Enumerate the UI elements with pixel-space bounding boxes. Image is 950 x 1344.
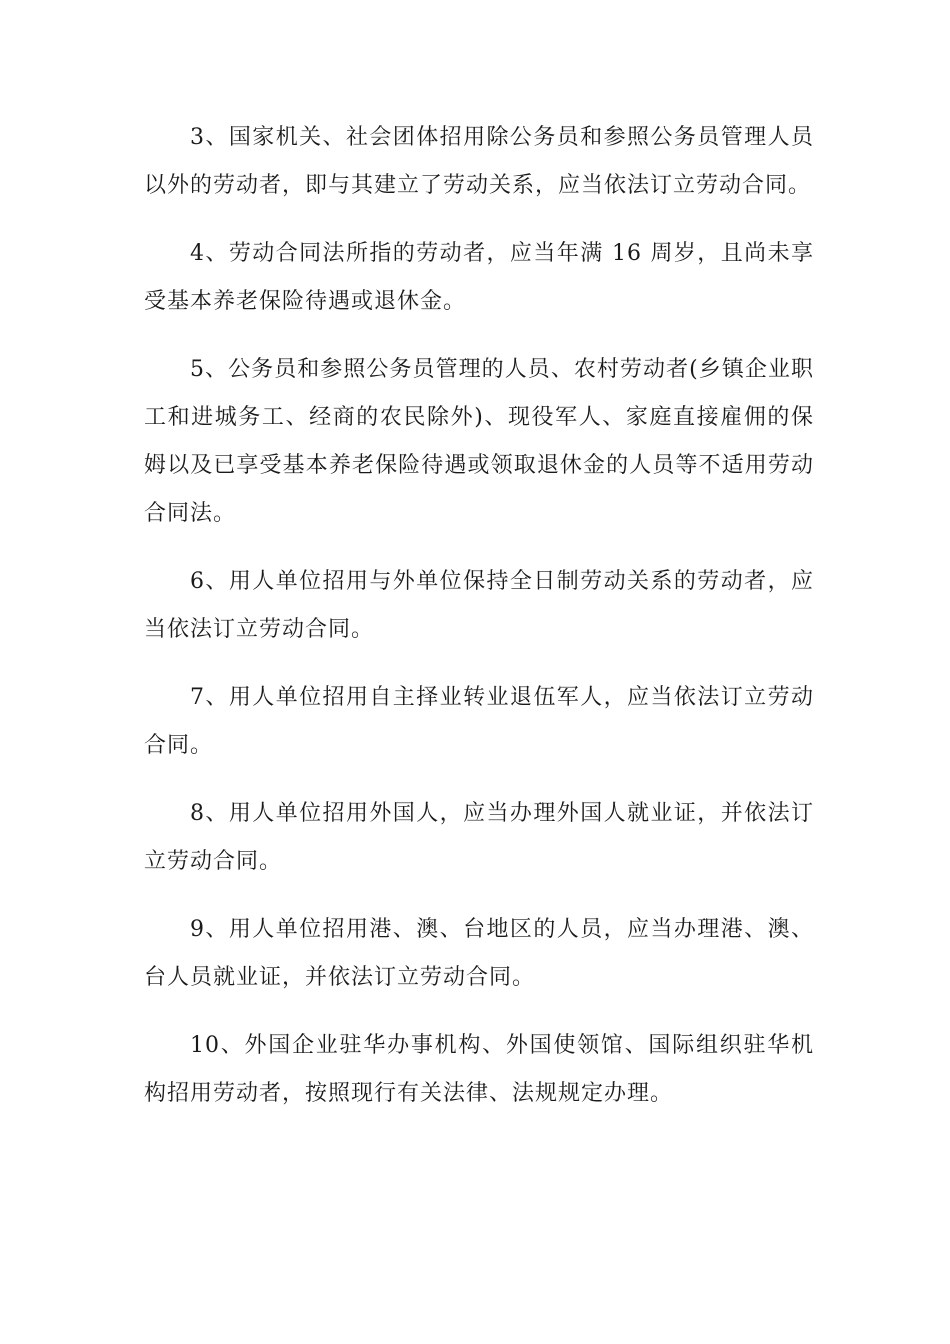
paragraph-item-4: 4、劳动合同法所指的劳动者，应当年满 16 周岁，且尚未享受基本养老保险待遇或退休金。 <box>144 241 814 314</box>
paragraph-item-8: 8、用人单位招用外国人，应当办理外国人就业证，并依法订立劳动合同。 <box>144 801 814 874</box>
paragraph-item-10: 10、外国企业驻华办事机构、外国使领馆、国际组织驻华机构招用劳动者，按照现行有关法律、法规规定办理。 <box>144 1033 814 1106</box>
paragraph-item-5: 5、公务员和参照公务员管理的人员、农村劳动者(乡镇企业职工和进城务工、经商的农民除外)、现役军人、家庭直接雇佣的保姆以及已享受基本养老保险待遇或领取退休金的人员等不适用劳动合同法。 <box>144 357 814 526</box>
paragraph-item-6: 6、用人单位招用与外单位保持全日制劳动关系的劳动者，应当依法订立劳动合同。 <box>144 569 814 642</box>
paragraph-item-7: 7、用人单位招用自主择业转业退伍军人，应当依法订立劳动合同。 <box>144 685 814 758</box>
paragraph-item-9: 9、用人单位招用港、澳、台地区的人员，应当办理港、澳、台人员就业证，并依法订立劳动合同。 <box>144 917 814 990</box>
paragraph-item-3: 3、国家机关、社会团体招用除公务员和参照公务员管理人员以外的劳动者，即与其建立了劳动关系，应当依法订立劳动合同。 <box>144 125 814 198</box>
document-body <box>144 114 814 1138</box>
